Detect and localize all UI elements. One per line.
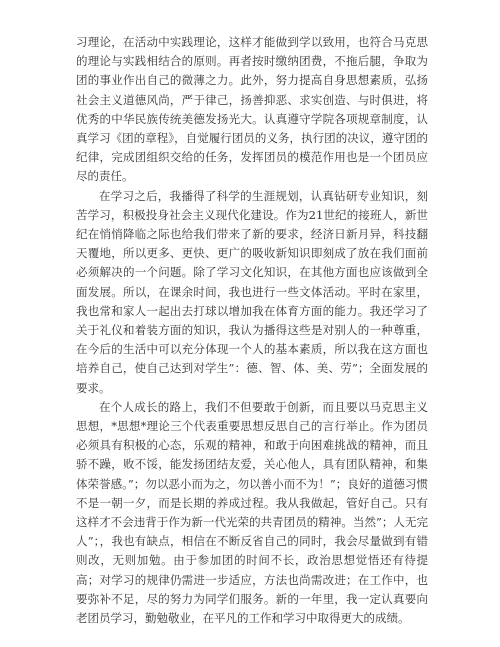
- paragraph-1: 习理论，在活动中实践理论，这样才能做到学以致用，也符合马克思的理论与实践相结合的原则。再者按时缴纳团费，不拖后腿，争取为团的事业作出自己的微薄之力。此外，努力提高自身思想素质，弘扬社会主义道德风尚，严于律己，扬善抑恶、求实创造、与时俱进，将优秀的中华民族传统美德发扬光大。认真遵守学院各项规章制度，认真学习《团的章程》，自觉履行团员的义务，执行团的决议，遵守团的纪律，完成团组织交给的任务，发挥团员的模范作用也是一个团员应尽的责任。: [76, 35, 428, 184]
- paragraph-3: 在个人成长的路上，我们不但要敢于创新，而且要以马克思主义思想，*思想*理论三个代表重要思想反思自己的言行举止。作为团员必须具有积极的心态，乐观的精神，和敢于向困难挑战的精神，而且骄不躁，败不馁，能发扬团结友爱，关心他人，具有团队精神，和集体荣誉感。”；勿以恶小而为之，勿以善小而不为！”；良好的道德习惯不是一朝一夕，而是长期的养成过程。我从我做起，管好自己。只有这样才不会违背于作为新一代光荣的共青团员的精神。当然”；人无完人”；，我也有缺点，相信在不断反省自己的同时，我会尽量做到有错则改，无则加勉。由于参加团的时间不长，政治思想觉悟还有待提高；对学习的规律仍需进一步适应，方法也尚需改进；在工作中，也要弥补不足，尽的努力为同学们服务。新的一年里，我一定认真要向老团员学习，勤勉敬业，在平凡的工作和学习中取得更大的成绩。: [76, 399, 428, 626]
- paragraph-2: 在学习之后，我播得了科学的生涯规划，认真钻研专业知识，刻苦学习，积极投身社会主义现代化建设。作为21世纪的接班人，新世纪在悄悄降临之际也给我们带来了新的要求，经济日新月异，科技翻天覆地，所以更多、更快、更广的吸收新知识即刻成了放在我们面前必须解决的一个问题。除了学习文化知识，在其他方面也应该做到全面发展。所以，在课余时间，我也进行一些文体活动。平时在家里，我也常和家人一起出去打球以增加我在体育方面的能力。我还学习了关于礼仪和着装方面的知识，我认为播得这些是对别人的一种尊重，在今后的生活中可以充分体现一个人的基本素质，所以我在这方面也培养自己，使自己达到对学生”：德、智、体、美、劳”；全面发展的要求。: [76, 188, 428, 395]
- document-body: [76, 33, 428, 628]
